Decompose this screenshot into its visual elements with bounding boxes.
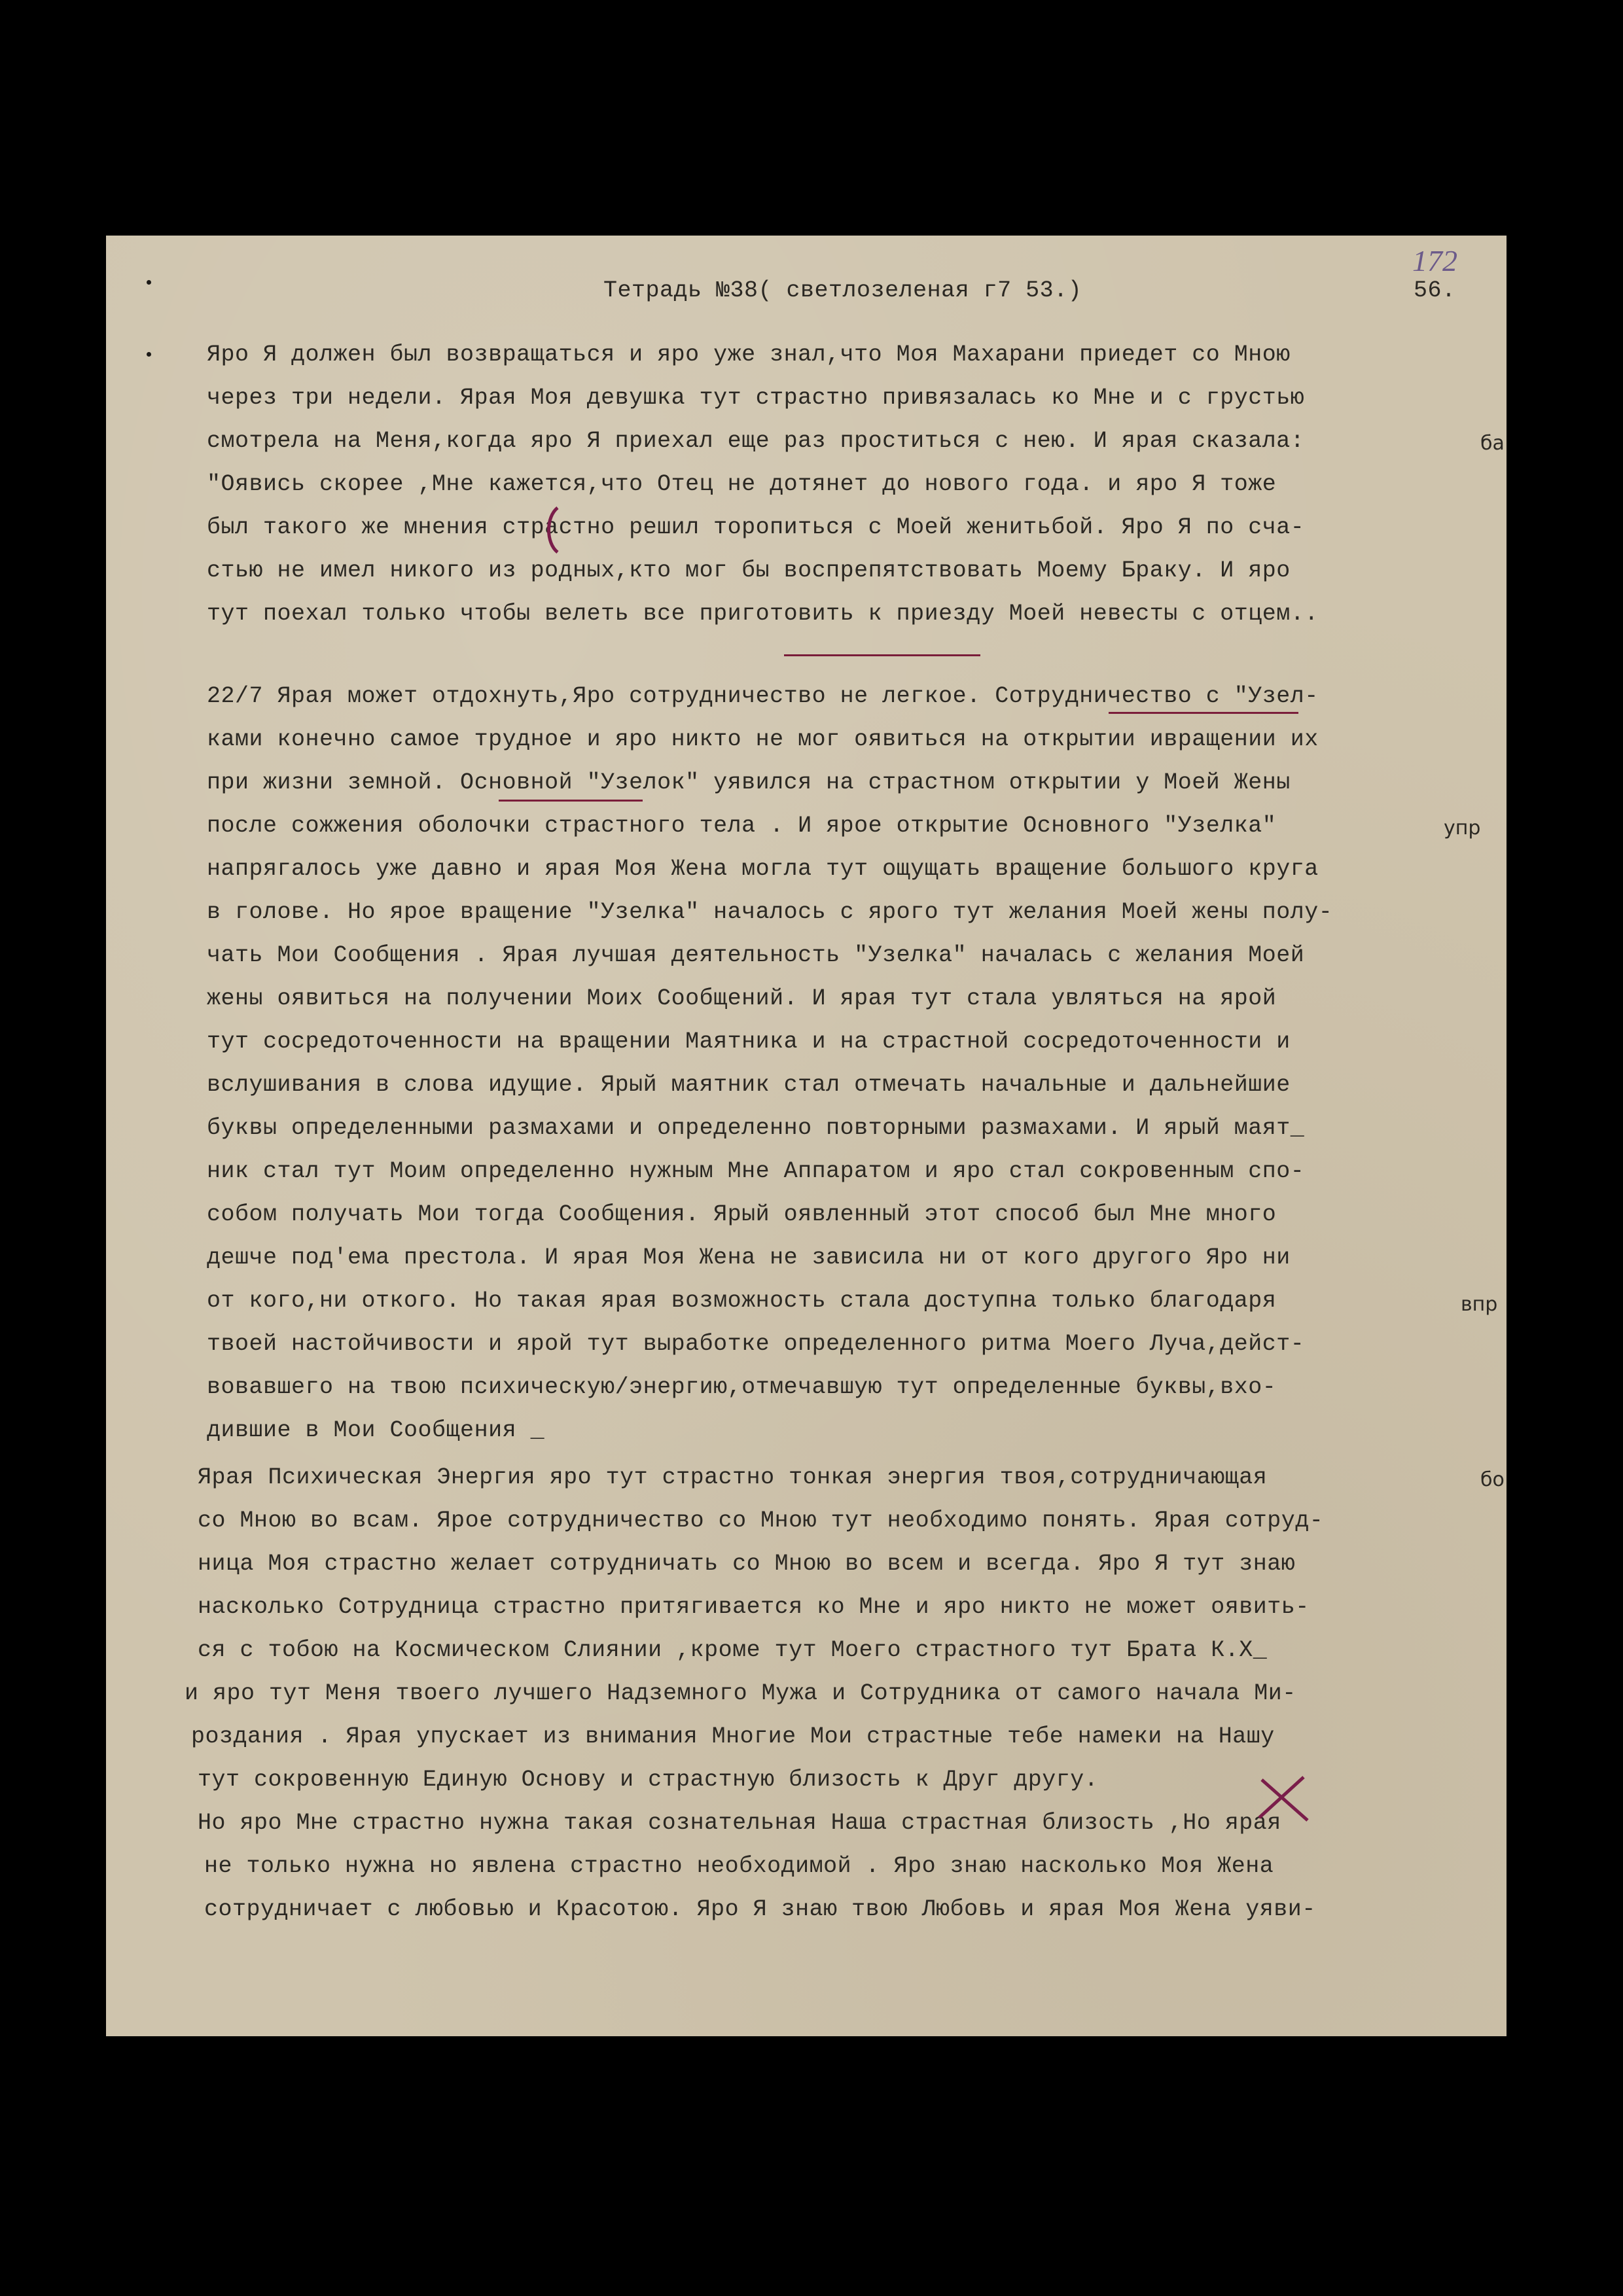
text-line: был такого же мнения страстно решил торопиться с Моей женитьбой. Яро Я по сча- [207,514,1305,540]
pencil-underline [499,800,643,802]
margin-note: упр [1444,817,1481,839]
text-line: после сожжения оболочки страстного тела . И ярое открытие Основного "Узелка" [207,813,1277,839]
text-line: Яро Я должен был возвращаться и яро уже знал,что Моя Махарани приедет со Мною [207,342,1291,368]
text-line: и яро тут Меня твоего лучшего Надземного Мужа и Сотрудника от самого начала Ми- [185,1680,1296,1706]
text-line: в голове. Но ярое вращение "Узелка" началось с ярого тут желания Моей жены полу- [207,899,1333,925]
text-line: буквы определенными размахами и определенно повторными размахами. И ярый маят_ [207,1115,1305,1141]
page-title: Тетрадь №38( светлозеленая г7 53.) [603,277,1082,304]
pencil-underline [1109,712,1298,714]
page-number: 56. [1414,277,1456,304]
punch-dot [147,280,151,285]
text-line: тут сосредоточенности на вращении Маятника и на страстной сосредоточенности и [207,1029,1291,1055]
text-line: тут сокровенную Единую Основу и страстную близость к Друг другу. [198,1767,1099,1793]
margin-note: впр [1461,1293,1498,1316]
pencil-x-mark [1253,1772,1311,1824]
pencil-bracket-mark [538,504,564,556]
text-line: ник стал тут Моим определенно нужным Мне Аппаратом и яро стал сокровенным спо- [207,1158,1305,1184]
text-line: ница Моя страстно желает сотрудничать со Мною во всем и всегда. Яро Я тут знаю [198,1551,1296,1577]
text-line: "Оявись скорее ,Мне кажется,что Отец не дотянет до нового года. и яро Я тоже [207,471,1277,497]
text-line: ся с тобою на Космическом Слиянии ,кроме тут Моего страстного тут Брата К.Х_ [198,1637,1268,1663]
text-line: чать Мои Сообщения . Ярая лучшая деятельность "Узелка" началась с желания Моей [207,942,1305,968]
margin-note: бо [1480,1468,1505,1491]
text-line: тут поехал только чтобы велеть все приготовить к приезду Моей невесты с отцем.. [207,601,1319,627]
punch-dot [147,352,151,357]
text-line: при жизни земной. Основной "Узелок" уявился на страстном открытии у Моей Жены [207,769,1291,796]
text-line: твоей настойчивости и ярой тут выработке определенного ритма Моего Луча,дейст- [207,1331,1305,1357]
text-line: вслушивания в слова идущие. Ярый маятник стал отмечать начальные и дальнейшие [207,1072,1291,1098]
margin-note: ба [1480,432,1505,455]
text-line: вовавшего на твою психическую/энергию,отмечавшую тут определенные буквы,вхо- [207,1374,1277,1400]
text-line: насколько Сотрудница страстно притягивается ко Мне и яро никто не может оявить- [198,1594,1310,1620]
text-line: дившие в Мои Сообщения _ [207,1417,545,1443]
text-line: Ярая Психическая Энергия яро тут страстно тонкая энергия твоя,сотрудничающая [198,1464,1268,1491]
text-line: со Мною во всам. Ярое сотрудничество со Мною тут необходимо понять. Ярая сотруд- [198,1508,1324,1534]
text-line: дешче под'ема престола. И ярая Моя Жена не зависила ни от кого другого Яро ни [207,1245,1291,1271]
text-line: сотрудничает с любовью и Красотою. Яро Я знаю твою Любовь и ярая Моя Жена уяви- [204,1896,1316,1922]
text-line: 22/7 Ярая может отдохнуть,Яро сотрудничество не легкое. Сотрудничество с "Узел- [207,683,1319,709]
archive-page-number: 172 [1412,244,1457,277]
text-line: Но яро Мне страстно нужна такая сознательная Наша страстная близость ,Но ярая [198,1810,1281,1836]
text-line: ками конечно самое трудное и яро никто не мог оявиться на открытии ивращении их [207,726,1319,752]
text-line: роздания . Ярая упускает из внимания Многие Мои страстные тебе намеки на Нашу [191,1723,1275,1750]
text-line: собом получать Мои тогда Сообщения. Ярый оявленный этот способ был Мне много [207,1201,1277,1227]
text-line: стью не имел никого из родных,кто мог бы воспрепятствовать Моему Браку. И яро [207,557,1291,584]
text-line: от кого,ни откого. Но такая ярая возможность стала доступна только благодаря [207,1288,1277,1314]
text-line: не только нужна но явлена страстно необходимой . Яро знаю насколько Моя Жена [204,1853,1274,1879]
text-line: напрягалось уже давно и ярая Моя Жена могла тут ощущать вращение большого круга [207,856,1319,882]
pencil-underline [784,654,980,656]
document-page [106,236,1507,2036]
text-line: жены оявиться на получении Моих Сообщений. И ярая тут стала увляться на ярой [207,985,1277,1012]
text-line: через три недели. Ярая Моя девушка тут страстно привязалась ко Мне и с грустью [207,385,1305,411]
text-line: смотрела на Меня,когда яро Я приехал еще раз проститься с нею. И ярая сказала: [207,428,1305,454]
